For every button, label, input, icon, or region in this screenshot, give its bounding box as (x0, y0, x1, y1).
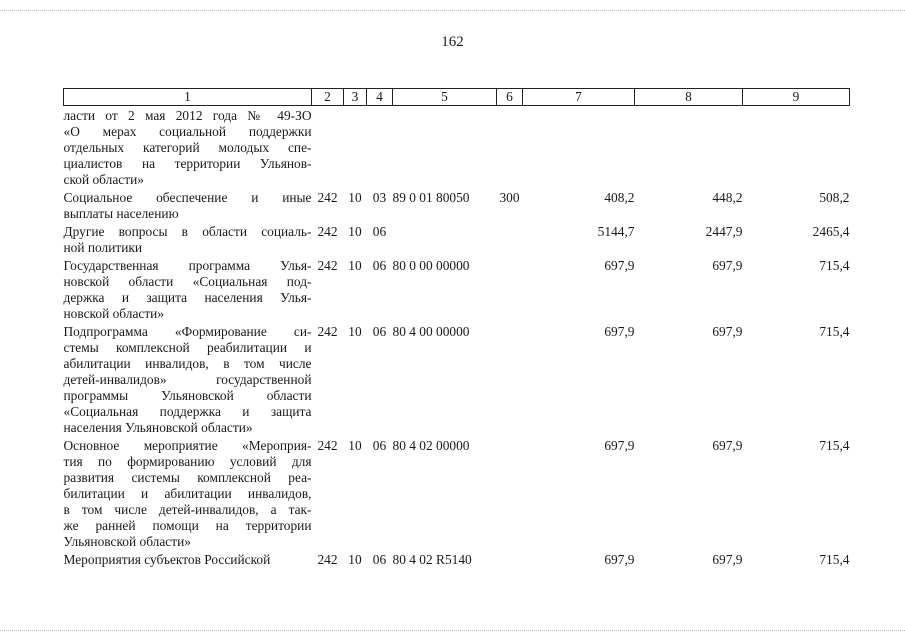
cell-amount-year1 (523, 106, 635, 189)
cell-subsection: 06 (372, 552, 387, 567)
cell-subsection: 06 (372, 224, 387, 239)
scan-noise-bottom (0, 630, 905, 633)
row-name-line: развития системы комплексной реа- (63, 470, 312, 485)
header-col-2: 2 (312, 89, 344, 106)
cell-amount-year2: 2447,9 (705, 224, 743, 239)
header-col-9: 9 (743, 89, 850, 106)
cell-amount-year1: 408,2 (604, 190, 635, 205)
row-name-line: новской области» (63, 306, 165, 321)
cell-target-article: 89 0 01 80050 (392, 190, 470, 205)
cell-expense-type (497, 106, 523, 189)
cell-section (344, 106, 367, 189)
cell-administrator (312, 106, 344, 189)
header-col-5: 5 (393, 89, 497, 106)
table-row (64, 436, 850, 550)
row-name-line: детей-инвалидов» государственной (63, 372, 312, 387)
row-name-line: «О мерах социальной поддержки (63, 124, 312, 139)
row-name-line: билитации и абилитации инвалидов, (63, 486, 312, 501)
budget-table (63, 88, 850, 568)
header-col-7: 7 (523, 89, 635, 106)
row-name-line: в том числе детей-инвалидов, а так- (63, 502, 312, 517)
row-name-line: «Социальная поддержка и защита (63, 404, 312, 419)
cell-subsection: 03 (372, 190, 387, 205)
table-row (64, 188, 850, 222)
table-row (64, 222, 850, 256)
table-row (64, 550, 850, 568)
cell-expense-type (497, 256, 523, 322)
cell-subsection (367, 106, 393, 189)
row-name-line: циалистов на территории Ульянов- (63, 156, 312, 171)
row-name-line: Государственная программа Улья- (63, 258, 312, 273)
header-row (64, 89, 850, 106)
header-col-1: 1 (64, 89, 312, 106)
row-name-line: Ульяновской области» (63, 534, 191, 549)
cell-amount-year3: 508,2 (819, 190, 850, 205)
header-col-4: 4 (367, 89, 393, 106)
scan-noise-top (0, 10, 905, 13)
row-name-line: выплаты населению (63, 206, 179, 221)
row-name-line: Социальное обеспечение и иные (63, 190, 312, 205)
cell-amount-year1: 697,9 (604, 552, 635, 567)
row-name (64, 222, 312, 256)
table-row (64, 106, 850, 189)
table-row (64, 256, 850, 322)
cell-expense-type (497, 322, 523, 436)
row-name-line: отдельных категорий молодых спе- (63, 140, 312, 155)
cell-amount-year2: 697,9 (712, 258, 743, 273)
cell-amount-year1: 697,9 (604, 258, 635, 273)
table-row (64, 322, 850, 436)
cell-section: 10 (348, 438, 362, 453)
cell-target-article: 80 4 00 00000 (392, 324, 470, 339)
row-name-line: новской области «Социальная под- (63, 274, 312, 289)
cell-amount-year3: 2465,4 (812, 224, 850, 239)
cell-amount-year3: 715,4 (819, 552, 850, 567)
row-name-line: Основное мероприятие «Мероприя- (63, 438, 312, 453)
header-col-8: 8 (635, 89, 743, 106)
cell-amount-year1: 697,9 (604, 438, 635, 453)
row-name-line: же ранней помощи на территории (63, 518, 312, 533)
row-name (64, 436, 312, 550)
page-number: 162 (441, 34, 464, 50)
cell-administrator: 242 (317, 438, 338, 453)
cell-target-article (393, 106, 497, 189)
row-name (64, 256, 312, 322)
header-col-3: 3 (344, 89, 367, 106)
cell-amount-year2: 697,9 (712, 552, 743, 567)
row-name-line: тия по формированию условий для (63, 454, 312, 469)
row-name-line: ной политики (63, 240, 143, 255)
cell-administrator: 242 (317, 324, 338, 339)
cell-administrator: 242 (317, 224, 338, 239)
row-name-line: ской области» (63, 172, 144, 187)
cell-amount-year1: 697,9 (604, 324, 635, 339)
row-name-line: Подпрограмма «Формирование си- (63, 324, 312, 339)
row-name-line: ласти от 2 мая 2012 года № 49-ЗО (63, 108, 312, 123)
row-name-line: держка и защита населения Улья- (63, 290, 312, 305)
cell-administrator: 242 (317, 552, 338, 567)
cell-section: 10 (348, 552, 362, 567)
cell-amount-year3: 715,4 (819, 258, 850, 273)
row-name (64, 550, 312, 568)
header-col-6: 6 (497, 89, 523, 106)
cell-administrator: 242 (317, 258, 338, 273)
cell-amount-year2 (635, 106, 743, 189)
cell-amount-year2: 697,9 (712, 324, 743, 339)
cell-target-article: 80 4 02 00000 (392, 438, 470, 453)
cell-amount-year2: 448,2 (712, 190, 743, 205)
cell-target-article (393, 222, 497, 256)
row-name-line: программы Ульяновской области (63, 388, 312, 403)
cell-section: 10 (348, 190, 362, 205)
cell-expense-type: 300 (499, 190, 520, 205)
cell-amount-year3: 715,4 (819, 324, 850, 339)
cell-amount-year3 (743, 106, 850, 189)
row-name-line: стемы комплексной реабилитации и (63, 340, 312, 355)
cell-expense-type (497, 222, 523, 256)
cell-subsection: 06 (372, 324, 387, 339)
table-body (64, 106, 850, 569)
row-name (64, 322, 312, 436)
cell-subsection: 06 (372, 438, 387, 453)
cell-amount-year1: 5144,7 (597, 224, 635, 239)
cell-amount-year3: 715,4 (819, 438, 850, 453)
row-name (64, 188, 312, 222)
cell-subsection: 06 (372, 258, 387, 273)
cell-administrator: 242 (317, 190, 338, 205)
cell-target-article: 80 4 02 R5140 (392, 552, 472, 567)
row-name-line: Другие вопросы в области социаль- (63, 224, 312, 239)
row-name-line: абилитации инвалидов, в том числе (63, 356, 312, 371)
cell-section: 10 (348, 324, 362, 339)
cell-expense-type (497, 436, 523, 550)
cell-target-article: 80 0 00 00000 (392, 258, 470, 273)
cell-amount-year2: 697,9 (712, 438, 743, 453)
row-name-line: Мероприятия субъектов Российской (63, 552, 271, 567)
cell-section: 10 (348, 224, 362, 239)
cell-expense-type (497, 550, 523, 568)
row-name (64, 106, 312, 189)
cell-section: 10 (348, 258, 362, 273)
row-name-line: населения Ульяновской области» (63, 420, 253, 435)
